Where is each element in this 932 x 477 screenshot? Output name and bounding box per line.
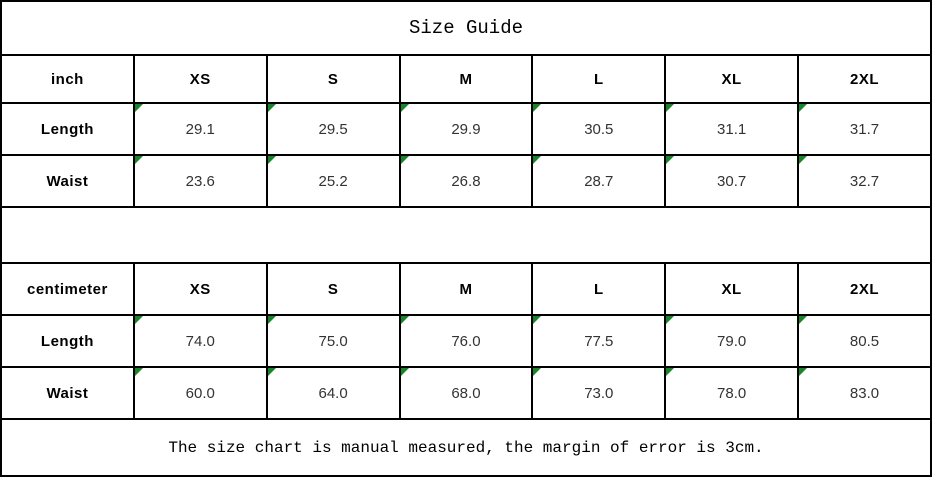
measurement-value: 78.0 (717, 384, 747, 402)
size-header-xs: XS (134, 55, 267, 103)
inch-header-row (1, 55, 931, 103)
centimeter-header-row (1, 263, 931, 315)
cell-note-corner-icon (268, 368, 276, 376)
cell-note-corner-icon (268, 156, 276, 164)
cell-note-corner-icon (533, 316, 541, 324)
measurement-value: 76.0 (451, 332, 481, 350)
measurement-value: 74.0 (185, 332, 215, 350)
measurement-value: 73.0 (584, 384, 614, 402)
measurement-value: 25.2 (318, 172, 348, 190)
cell-note-corner-icon (666, 316, 674, 324)
size-header-s: S (267, 263, 400, 315)
page-title: Size Guide (1, 1, 931, 55)
cell-note-corner-icon (135, 316, 143, 324)
size-header-2xl: 2XL (798, 263, 931, 315)
measurement-value: 68.0 (451, 384, 481, 402)
cell-note-corner-icon (666, 104, 674, 112)
value-cell (267, 103, 400, 155)
cell-note-corner-icon (799, 104, 807, 112)
row-label-length: Length (1, 103, 134, 155)
measurement-value: 80.5 (849, 332, 880, 350)
centimeter-length-row (1, 315, 931, 367)
value-cell (798, 315, 931, 367)
value-cell (665, 315, 798, 367)
unit-header-inch: inch (1, 55, 134, 103)
value-cell (400, 103, 533, 155)
value-cell (267, 367, 400, 419)
cell-note-corner-icon (666, 156, 674, 164)
size-header-l: L (532, 263, 665, 315)
measurement-value: 31.1 (717, 120, 747, 138)
inch-waist-row (1, 155, 931, 207)
value-cell (532, 367, 665, 419)
size-header-xl: XL (665, 55, 798, 103)
cell-note-corner-icon (268, 104, 276, 112)
cell-note-corner-icon (666, 368, 674, 376)
value-cell (798, 103, 931, 155)
footer-row (1, 419, 931, 476)
measurement-value: 77.5 (584, 332, 614, 350)
measurement-value: 30.7 (717, 172, 747, 190)
measurement-value: 75.0 (318, 332, 348, 350)
size-header-l: L (532, 55, 665, 103)
centimeter-waist-row (1, 367, 931, 419)
cell-note-corner-icon (401, 368, 409, 376)
measurement-value: 83.0 (849, 384, 880, 402)
cell-note-corner-icon (401, 316, 409, 324)
measurement-value: 32.7 (849, 172, 880, 190)
value-cell (400, 315, 533, 367)
value-cell (134, 315, 267, 367)
unit-header-centimeter: centimeter (1, 263, 134, 315)
size-header-m: M (400, 263, 533, 315)
cell-note-corner-icon (533, 156, 541, 164)
cell-note-corner-icon (533, 368, 541, 376)
value-cell (532, 155, 665, 207)
cell-note-corner-icon (135, 156, 143, 164)
row-label-length: Length (1, 315, 134, 367)
value-cell (134, 155, 267, 207)
measurement-value: 26.8 (451, 172, 481, 190)
value-cell (267, 315, 400, 367)
cell-note-corner-icon (799, 368, 807, 376)
value-cell (798, 155, 931, 207)
cell-note-corner-icon (268, 316, 276, 324)
title-row (1, 1, 931, 55)
size-header-s: S (267, 55, 400, 103)
size-header-xl: XL (665, 263, 798, 315)
spacer-cell (1, 207, 931, 263)
measurement-value: 79.0 (717, 332, 747, 350)
size-header-m: M (400, 55, 533, 103)
value-cell (532, 315, 665, 367)
value-cell (134, 367, 267, 419)
measurement-value: 29.1 (185, 120, 215, 138)
row-label-waist: Waist (1, 155, 134, 207)
measurement-value: 64.0 (318, 384, 348, 402)
value-cell (798, 367, 931, 419)
measurement-value: 28.7 (584, 172, 614, 190)
value-cell (267, 155, 400, 207)
measurement-value: 31.7 (849, 120, 880, 138)
measurement-value: 60.0 (185, 384, 215, 402)
size-header-2xl: 2XL (798, 55, 931, 103)
value-cell (665, 155, 798, 207)
value-cell (400, 367, 533, 419)
measurement-value: 29.9 (451, 120, 481, 138)
cell-note-corner-icon (533, 104, 541, 112)
value-cell (400, 155, 533, 207)
cell-note-corner-icon (135, 104, 143, 112)
cell-note-corner-icon (799, 316, 807, 324)
cell-note-corner-icon (401, 104, 409, 112)
size-header-xs: XS (134, 263, 267, 315)
inch-length-row (1, 103, 931, 155)
measurement-value: 23.6 (185, 172, 215, 190)
cell-note-corner-icon (135, 368, 143, 376)
row-label-waist: Waist (1, 367, 134, 419)
value-cell (532, 103, 665, 155)
value-cell (665, 367, 798, 419)
value-cell (665, 103, 798, 155)
footnote-text: The size chart is manual measured, the margin of error is 3cm. (1, 419, 931, 476)
cell-note-corner-icon (401, 156, 409, 164)
spacer-row (1, 207, 931, 263)
cell-note-corner-icon (799, 156, 807, 164)
measurement-value: 30.5 (584, 120, 614, 138)
measurement-value: 29.5 (318, 120, 348, 138)
value-cell (134, 103, 267, 155)
